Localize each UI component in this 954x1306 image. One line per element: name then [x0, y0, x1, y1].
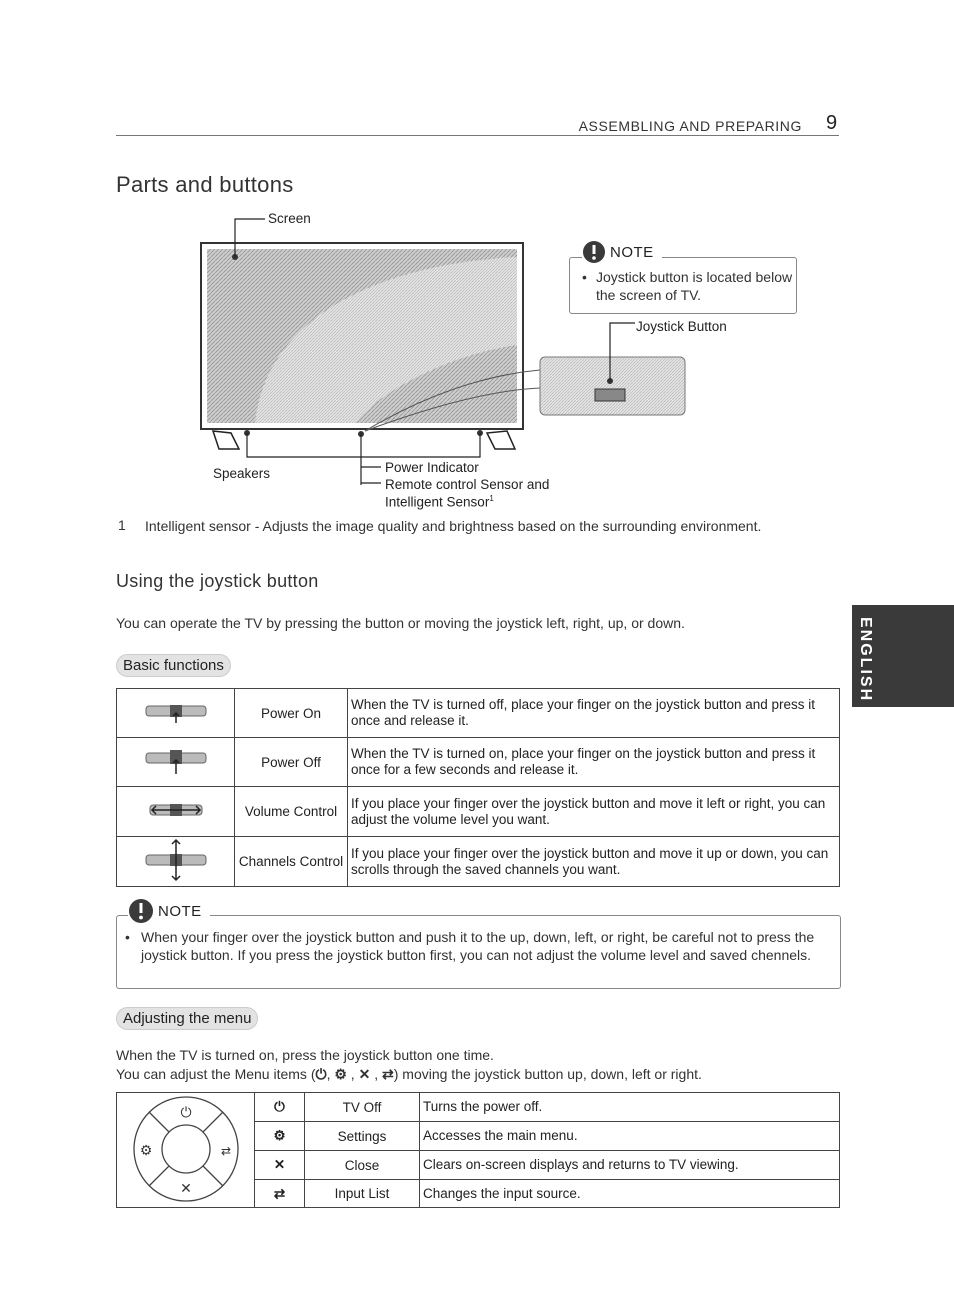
function-name: Power Off [235, 738, 348, 787]
caution-note-header [128, 898, 210, 924]
menu-items-table [116, 1092, 840, 1208]
power-indicator-label: Power Indicator [385, 460, 479, 475]
menu-intro-line2: You can adjust the Menu items (⏻, ⚙ , ✕ , ⇄) moving the joystick button up, down, left or right. [116, 1066, 702, 1082]
footnote-number: 1 [118, 517, 126, 533]
power-off-icon-cell [117, 738, 235, 787]
note-title: NOTE [154, 903, 206, 920]
joystick-up-down-icon [144, 838, 208, 882]
language-tab-label: ENGLISH [857, 617, 874, 703]
svg-text:✕: ✕ [179, 1180, 192, 1197]
svg-text:⚙: ⚙ [139, 1142, 152, 1159]
language-tab [852, 605, 954, 707]
menu-item-name: Settings [305, 1122, 420, 1151]
power-icon: ⏻ [255, 1093, 305, 1122]
menu-item-name: Input List [305, 1180, 420, 1208]
basic-functions-table [116, 688, 840, 887]
joystick-intro: You can operate the TV by pressing the button or moving the joystick left, right, up, or down. [116, 615, 685, 631]
page-number: 9 [826, 112, 838, 134]
gear-icon: ⚙ [334, 1066, 347, 1082]
joystick-left-right-icon [144, 800, 208, 820]
menu-item-desc: Turns the power off. [420, 1093, 840, 1122]
channels-icon-cell [117, 837, 235, 887]
header-rule [116, 135, 839, 136]
menu-item-name: Close [305, 1151, 420, 1180]
joystick-note-header [582, 240, 662, 264]
function-desc: If you place your finger over the joystick button and move it up or down, you can scrolls through the saved channels you want. [348, 837, 840, 887]
table-row [117, 787, 840, 837]
function-name: Power On [235, 689, 348, 738]
bullet-icon: • [125, 929, 130, 945]
note-title: NOTE [606, 244, 658, 261]
table-row [117, 689, 840, 738]
joystick-note-text: • Joystick button is located below the screen of TV. [582, 269, 793, 303]
joystick-button-label: Joystick Button [636, 319, 727, 334]
function-name: Channels Control [235, 837, 348, 887]
running-header: ASSEMBLING AND PREPARING [578, 118, 802, 134]
volume-icon-cell [117, 787, 235, 837]
bullet-icon: • [582, 269, 587, 285]
menu-item-desc: Clears on-screen displays and returns to TV viewing. [420, 1151, 840, 1180]
power-icon: ⏻ [315, 1066, 327, 1082]
caution-note-text: • When your finger over the joystick button and push it to the up, down, left, or right, be careful not to press the joystick button. If you press the joystick button first, you can not adjust the volume level and saved chennels. [125, 929, 815, 963]
footnote-text: Intelligent sensor - Adjusts the image quality and brightness based on the surrounding environment. [145, 518, 762, 534]
menu-item-desc: Changes the input source. [420, 1180, 840, 1208]
input-icon: ⇄ [255, 1180, 305, 1208]
joystick-press-icon [144, 748, 208, 774]
function-desc: If you place your finger over the joystick button and move it left or right, you can adjust the volume level you want. [348, 787, 840, 837]
menu-intro-line1: When the TV is turned on, press the joystick button one time. [116, 1047, 494, 1063]
power-on-icon-cell [117, 689, 235, 738]
input-icon: ⇄ [382, 1066, 394, 1082]
page-title: Parts and buttons [116, 172, 294, 197]
screen-label: Screen [268, 211, 311, 226]
adjusting-menu-label: Adjusting the menu [116, 1007, 258, 1030]
speakers-label: Speakers [213, 466, 271, 481]
joystick-menu-diagram-cell [117, 1093, 255, 1208]
joystick-heading: Using the joystick button [116, 571, 319, 591]
joystick-press-icon [144, 701, 208, 723]
function-desc: When the TV is turned off, place your finger on the joystick button and press it once and release it. [348, 689, 840, 738]
basic-functions-label: Basic functions [116, 654, 231, 677]
warning-icon [582, 240, 606, 264]
gear-icon: ⚙ [255, 1122, 305, 1151]
remote-sensor-label: Remote control Sensor and [385, 477, 550, 492]
table-row [117, 738, 840, 787]
joystick-menu-diagram [126, 1095, 246, 1203]
svg-text:⏻: ⏻ [179, 1104, 192, 1121]
function-name: Volume Control [235, 787, 348, 837]
menu-item-name: TV Off [305, 1093, 420, 1122]
intelligent-sensor-label: Intelligent Sensor$^1$ [385, 494, 494, 510]
menu-item-desc: Accesses the main menu. [420, 1122, 840, 1151]
warning-icon [128, 898, 154, 924]
table-row [117, 1093, 840, 1122]
table-row [117, 837, 840, 887]
svg-text:⇄: ⇄ [220, 1143, 231, 1158]
function-desc: When the TV is turned on, place your finger on the joystick button and press it once for a few seconds and release it. [348, 738, 840, 787]
close-icon: ✕ [255, 1151, 305, 1180]
close-icon: ✕ [358, 1066, 371, 1082]
